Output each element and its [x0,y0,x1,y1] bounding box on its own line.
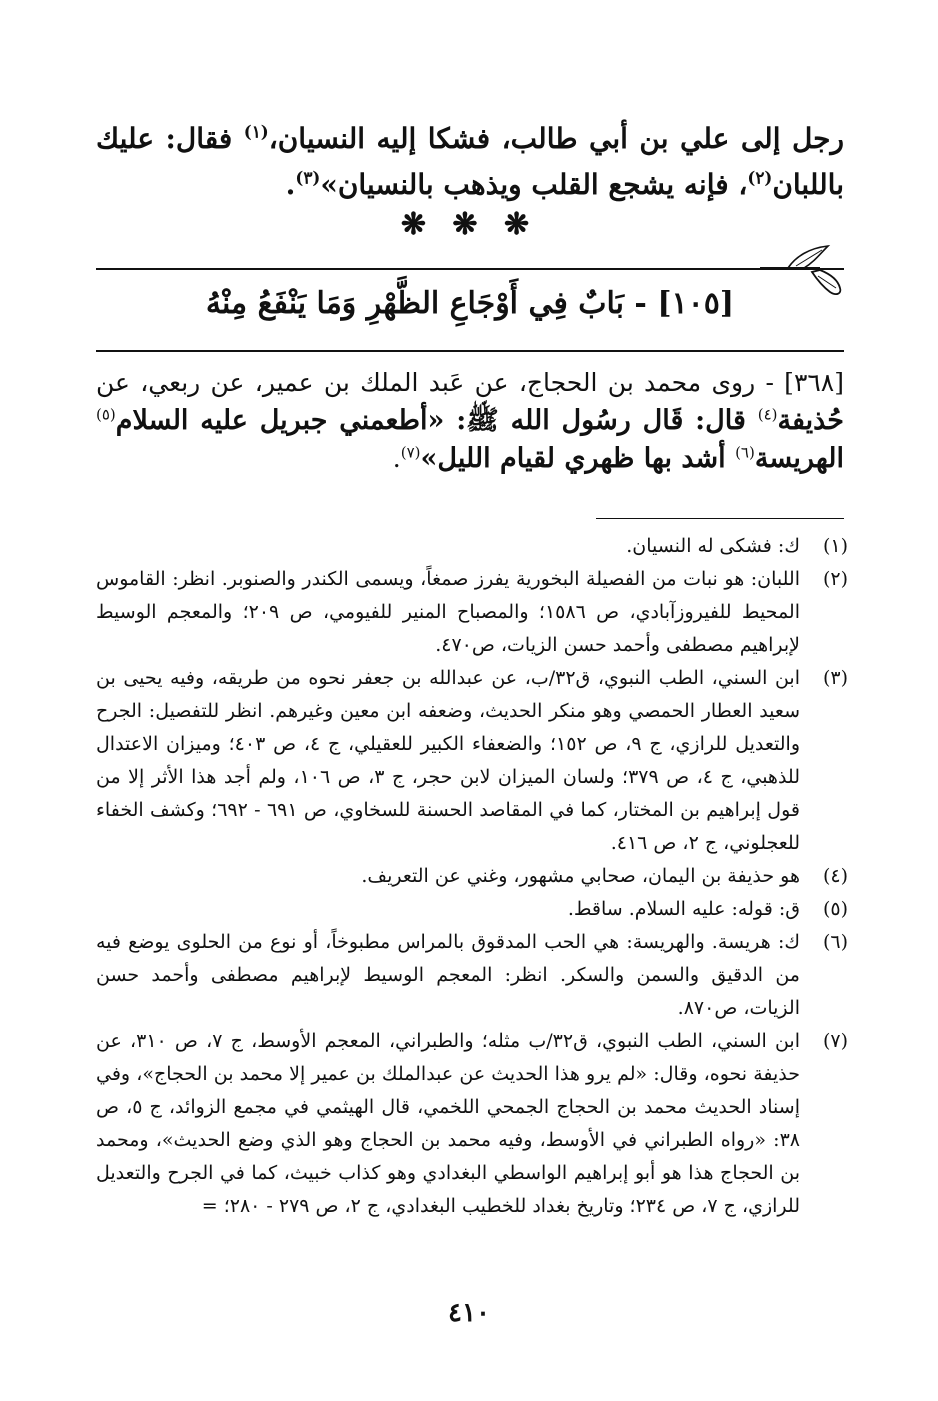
hadith-end: . [392,444,401,473]
intro-text-2: فقال: عليك باللبان [96,122,844,201]
footnote-ref-2: (٢) [747,167,773,188]
footnote-ref-6: (٦) [735,443,755,462]
footnote-number: (٥) [822,898,848,920]
section-separator: ❋ ❋ ❋ [400,207,538,242]
footnote-item [96,1025,848,1223]
hadith-text-1: [٣٦٨] - روى محمد بن الحجاج، عن عَبد الملك بن عمير، عن ربعي، عن [96,368,844,397]
hadith-paragraph [96,364,844,478]
footnote-ref-4: (٤) [757,405,778,424]
footnote-ref-1: (١) [243,121,269,142]
footnote-item [96,893,848,926]
footnote-text: اللبان: هو نبات من الفصيلة البخورية يفرز صمغاً، ويسمى الكندر والصنوبر. انظر: القاموس المحيط للفيروزآبادي، ص ١٥٨٦؛ والمصباح المنير للفيومي، ص ٢٠٩؛ والمعجم الوسيط لإبراهيم مصطفى وأحمد حسن الزيات، ص٤٧٠. [96,568,800,656]
footnote-ref-5: (٥) [96,405,116,424]
footnote-text: ك: هريسة. والهريسة: هي الحب المدقوق بالمراس مطبوخاً، أو نوع من الحلوى يوضع فيه من الدقيق والسمن والسكر. انظر: المعجم الوسيط لإبراهيم مصطفى وأحمد حسن الزيات، ص٨٧٠. [96,931,800,1019]
footnote-item [96,860,848,893]
narrator-name: حُذيفة [777,405,844,436]
page-number: ٤١٠ [448,1298,490,1328]
hadith-text-4: أشد بها ظهري لقيام الليل» [420,443,736,474]
footnote-text: هو حذيفة بن اليمان، صحابي مشهور، وغني عن التعريف. [361,865,800,887]
footnote-number: (٤) [822,865,848,887]
chapter-heading-box [96,268,844,352]
footnote-number: (٦) [822,931,848,953]
hadith-text-2: قال: قَال رسُول الله ﷺ: «أطعمني جبريل عليه السلام [115,405,758,436]
footnote-text: ابن السني، الطب النبوي، ق٣٢/ب، عن عبدالله بن جعفر نحوه من طريقه، وفيه يحيى بن سعيد العطار الحمصي وهو منكر الحديث، وضعفه ابن معين وغيرهم. انظر للتفصيل: الجرح والتعديل للرازي، ج ٩، ص ١٥٢؛ والضعفاء الكبير للعقيلي، ج ٤، ص ٤٠٣؛ وميزان الاعتدال للذهبي، ج ٤، ص ٣٧٩؛ ولسان الميزان لابن حجر، ج ٣، ص ١٠٦، ولم أجد هذا الأثر إلا من قول إبراهيم بن المختار، كما في المقاصد الحسنة للسخاوي، ص ٦٩١ - ٦٩٢؛ وكشف الخفاء للعجلوني، ج ٢، ص ٤١٦. [96,667,801,854]
footnote-ref-7: (٧) [400,443,421,462]
footnote-number: (٢) [822,568,848,590]
footnote-number: (٧) [822,1030,848,1052]
intro-text-3: ، فإنه يشجع القلب ويذهب بالنسيان» [320,168,748,201]
footnote-text: ابن السني، الطب النبوي، ق٣٢/ب مثله؛ والطبراني، المعجم الأوسط، ج ٧، ص ٣١٠، عن حذيفة نحوه، وقال: «لم يرو هذا الحديث عن عبدالملك بن عمير إلا محمد بن الحجاج»، وفي إسناد الحديث محمد بن الحجاج الجمحي اللخمي، قال الهيثمي في مجمع الزوائد، ج ٥، ص ٣٨: «رواه الطبراني في الأوسط، وفيه محمد بن الحجاج وهو الذي وضع الحديث»، ومحمد بن الحجاج هذا هو أبو إبراهيم الواسطي البغدادي وهو كذاب خبيث، كما في الجرح والتعديل للرازي، ج ٧، ص ٢٣٤؛ وتاريخ بغداد للخطيب البغدادي، ج ٢، ص ٢٧٩ - ٢٨٠؛ = [96,1030,800,1217]
footnote-item [96,662,848,860]
footnote-item [96,563,848,662]
footnote-item [96,530,848,563]
footnote-number: (٣) [822,667,848,689]
intro-text: رجل إلى علي بن أبي طالب، فشكا إليه النسيان، [268,122,845,155]
footnote-divider [596,518,844,519]
intro-paragraph [96,116,844,208]
footnote-text: ك: فشكى له النسيان. [626,535,800,557]
footnote-ref-3: (٣) [295,167,321,188]
hadith-text-3: الهريسة [754,443,844,474]
footnote-number: (١) [822,535,848,557]
footnote-text: ق: قوله: عليه السلام. ساقط. [567,898,800,920]
intro-end: . [285,168,296,201]
chapter-title: [١٠٥] - بَابٌ فِي أَوْجَاعِ الظَّهْرِ وَمَا يَنْفَعُ مِنْهُ [205,286,735,321]
footnotes-list [96,530,848,1223]
footnote-item [96,926,848,1025]
